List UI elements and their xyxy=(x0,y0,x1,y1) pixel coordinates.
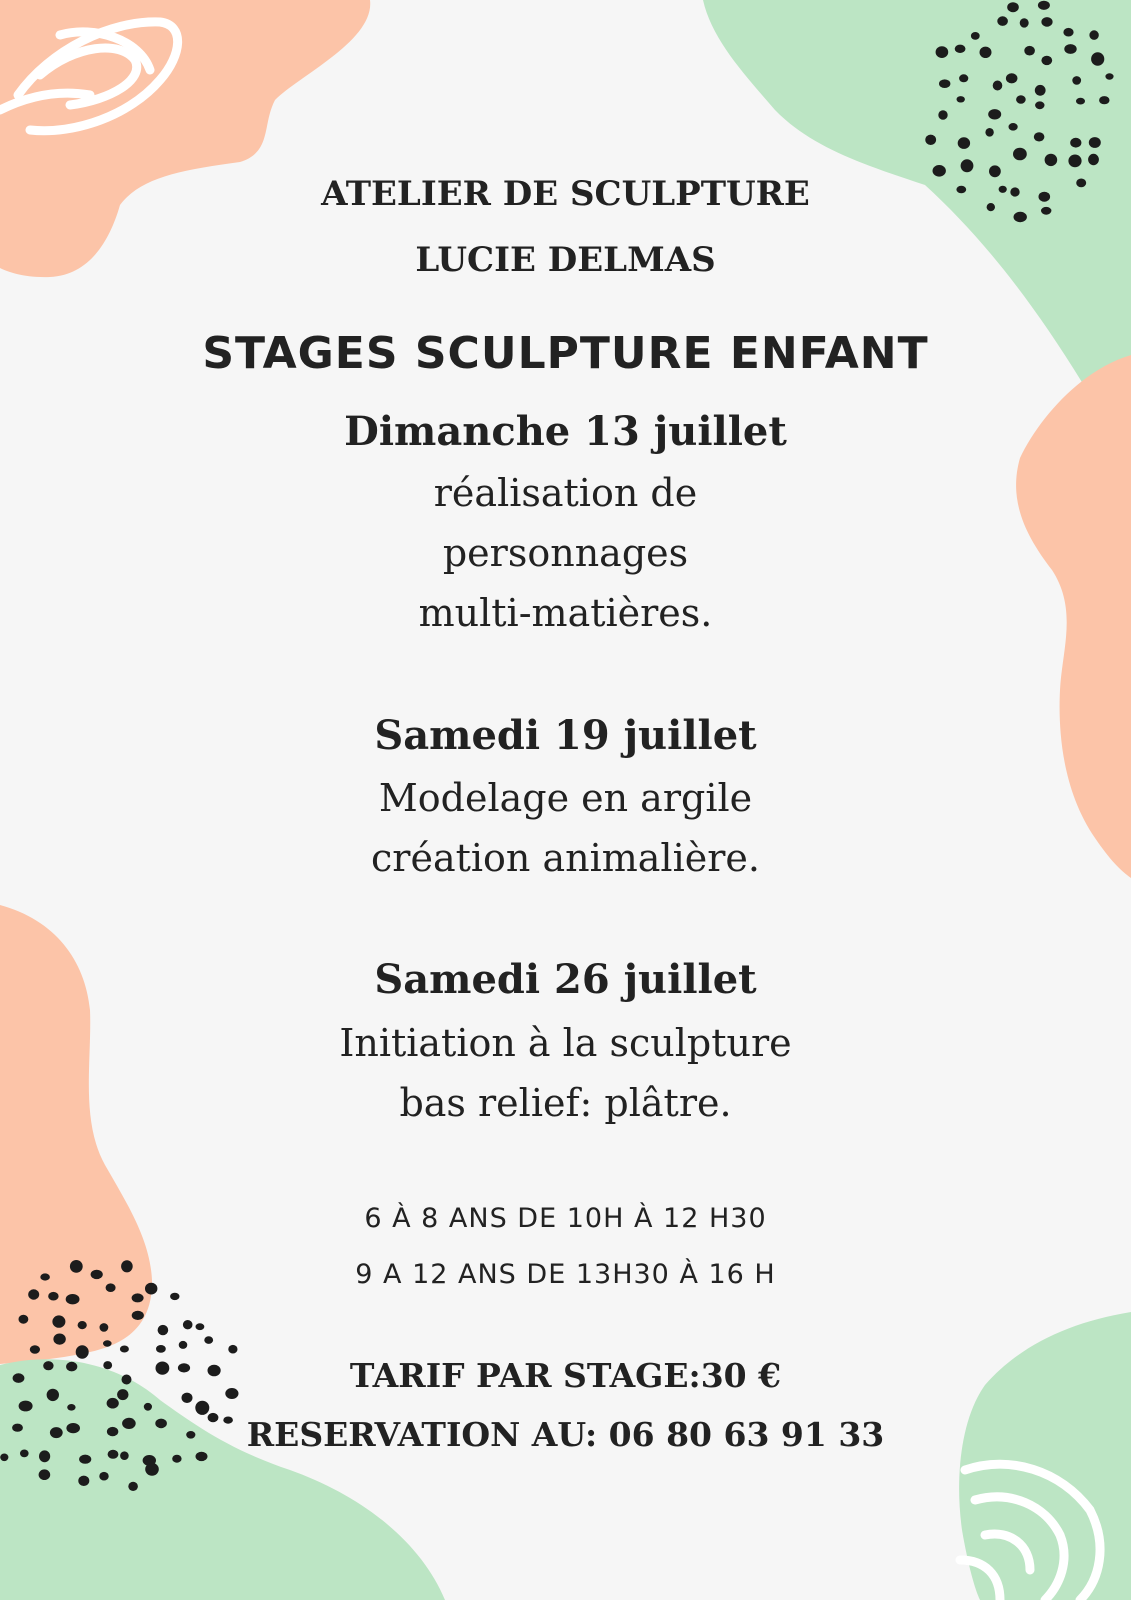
page-title: STAGES SCULPTURE ENFANT xyxy=(202,328,929,379)
header-line-2: LUCIE DELMAS xyxy=(415,240,716,280)
session-1-line-2: personnages xyxy=(442,531,689,575)
session-2-line-1: Modelage en argile xyxy=(378,776,753,820)
session-3-date: Samedi 26 juillet xyxy=(374,956,757,1003)
session-1-line-3: multi-matières. xyxy=(418,591,713,635)
session-2-date: Samedi 19 juillet xyxy=(374,712,757,759)
session-1-date: Dimanche 13 juillet xyxy=(344,408,787,455)
hours-line-2: 9 A 12 ANS DE 13H30 À 16 H xyxy=(355,1259,776,1290)
hours-line-1: 6 À 8 ANS DE 10H À 12 H30 xyxy=(364,1203,767,1234)
header-line-1: ATELIER DE SCULPTURE xyxy=(321,174,810,214)
session-3-line-2: bas relief: plâtre. xyxy=(399,1081,732,1125)
reservation-text: RESERVATION AU: 06 80 63 91 33 xyxy=(246,1415,885,1454)
session-2-line-2: création animalière. xyxy=(371,836,760,880)
session-1-line-1: réalisation de xyxy=(433,471,698,515)
session-3-line-1: Initiation à la sculpture xyxy=(339,1021,792,1065)
tariff-text: TARIF PAR STAGE:30 € xyxy=(349,1356,782,1395)
